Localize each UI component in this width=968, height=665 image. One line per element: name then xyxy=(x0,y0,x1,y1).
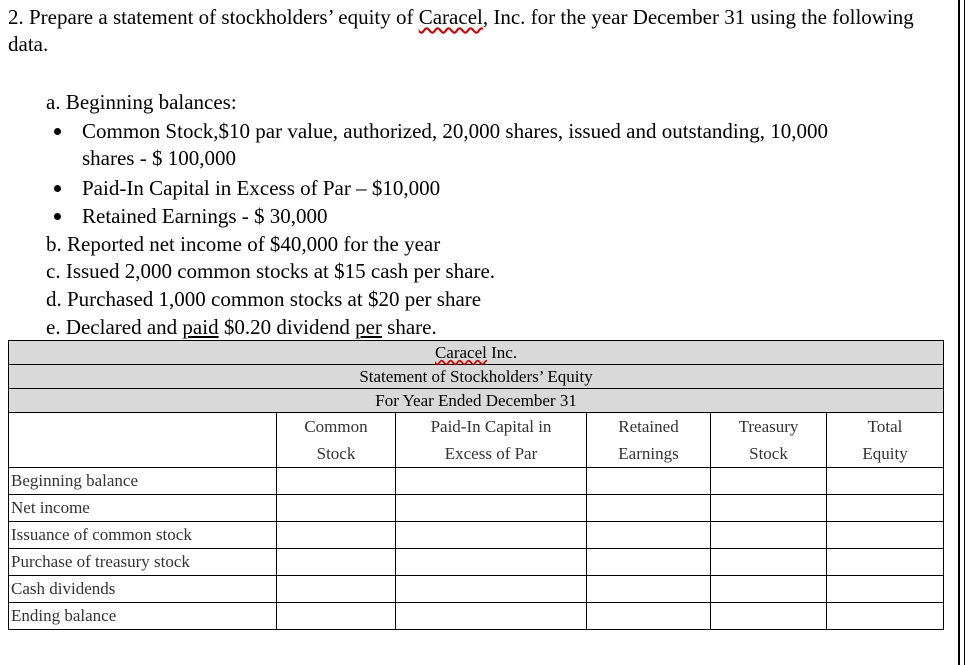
company-suffix: Inc. xyxy=(486,342,518,362)
item-e-underlined: paid xyxy=(182,315,219,339)
table-cell[interactable] xyxy=(587,549,711,576)
table-row xyxy=(9,468,944,495)
company-name-cell xyxy=(9,341,944,365)
column-header xyxy=(396,413,587,468)
column-header-line: Common xyxy=(304,417,368,436)
table-row xyxy=(9,495,944,522)
bullet-text: Common Stock,$10 par value, authorized, 20,000 shares, issued and outstanding, 10,000 xyxy=(82,119,828,143)
table-cell[interactable] xyxy=(277,576,396,603)
column-header xyxy=(277,413,396,468)
column-header xyxy=(711,413,827,468)
bullet-text: Paid-In Capital in Excess of Par – $10,000 xyxy=(82,176,441,200)
bullet-continuation: shares - $ 100,000 xyxy=(82,146,236,170)
table-header-period xyxy=(9,389,944,413)
row-label: Beginning balance xyxy=(9,468,277,495)
table-header-company xyxy=(9,341,944,365)
row-label: Cash dividends xyxy=(9,576,277,603)
item-b: b. Reported net income of $40,000 for the year xyxy=(46,232,441,256)
table-cell[interactable] xyxy=(587,468,711,495)
table-cell[interactable] xyxy=(277,603,396,630)
table-cell[interactable] xyxy=(711,468,827,495)
table-cell[interactable] xyxy=(587,576,711,603)
item-e xyxy=(46,314,437,341)
table-cell[interactable] xyxy=(587,495,711,522)
page-edge-line xyxy=(958,0,960,665)
row-label: Issuance of common stock xyxy=(9,522,277,549)
column-header xyxy=(827,413,944,468)
item-c: c. Issued 2,000 common stocks at $15 cash per share. xyxy=(46,259,496,283)
item-e-part: $0.20 dividend xyxy=(218,315,356,339)
item-a-label: a. Beginning balances: xyxy=(46,90,237,114)
table-cell[interactable] xyxy=(277,495,396,522)
question-company-word: Caracel xyxy=(418,5,483,29)
table-cell[interactable] xyxy=(827,603,944,630)
table-cell[interactable] xyxy=(711,495,827,522)
column-header-line: Earnings xyxy=(618,444,679,463)
table-cell[interactable] xyxy=(396,468,587,495)
table-cell[interactable] xyxy=(711,603,827,630)
bullet-dot xyxy=(54,213,61,220)
table-row xyxy=(9,522,944,549)
column-header-line: Treasury xyxy=(738,417,799,436)
table-cell[interactable] xyxy=(277,468,396,495)
table-cell[interactable] xyxy=(277,549,396,576)
table-header-title xyxy=(9,365,944,389)
table-cell[interactable] xyxy=(396,495,587,522)
row-label: Purchase of treasury stock xyxy=(9,549,277,576)
column-header-line: Retained xyxy=(618,417,679,436)
table-cell[interactable] xyxy=(827,468,944,495)
table-cell[interactable] xyxy=(827,576,944,603)
column-header-line: Paid-In Capital in xyxy=(430,417,552,436)
column-header-line: Excess of Par xyxy=(444,444,538,463)
bullet-text: Retained Earnings - $ 30,000 xyxy=(82,204,328,228)
item-e-part: e. Declared and xyxy=(46,315,183,339)
question-text xyxy=(8,4,948,58)
statement-period: For Year Ended December 31 xyxy=(9,389,944,413)
row-label: Ending balance xyxy=(9,603,277,630)
bullet-dot xyxy=(54,185,61,192)
page-edge-line-thin xyxy=(964,0,965,665)
column-header-line: Stock xyxy=(749,444,788,463)
equity-statement-table xyxy=(8,340,944,630)
row-label: Net income xyxy=(9,495,277,522)
table-cell[interactable] xyxy=(396,522,587,549)
column-header-line: Stock xyxy=(316,444,356,463)
column-header-line: Equity xyxy=(862,444,908,463)
statement-title: Statement of Stockholders’ Equity xyxy=(9,365,944,389)
table-row xyxy=(9,549,944,576)
table-cell[interactable] xyxy=(711,576,827,603)
column-header xyxy=(587,413,711,468)
table-row xyxy=(9,603,944,630)
table-cell[interactable] xyxy=(587,603,711,630)
question-prefix: 2. Prepare a statement of stockholders’ equity of xyxy=(8,5,419,29)
bullet-dot xyxy=(54,128,61,135)
table-cell[interactable] xyxy=(827,549,944,576)
table-cell[interactable] xyxy=(396,576,587,603)
table-cell[interactable] xyxy=(396,549,587,576)
table-cell[interactable] xyxy=(711,522,827,549)
item-e-part: share. xyxy=(381,315,437,339)
table-row xyxy=(9,576,944,603)
blank-header-cell xyxy=(9,413,277,468)
table-cell[interactable] xyxy=(587,522,711,549)
table-cell[interactable] xyxy=(827,495,944,522)
column-header-line: Total xyxy=(867,417,903,436)
item-e-underlined: per xyxy=(355,315,382,339)
table-cell[interactable] xyxy=(277,522,396,549)
table-cell[interactable] xyxy=(711,549,827,576)
table-cell[interactable] xyxy=(827,522,944,549)
question-suffix: , Inc. for the year December 31 using the following data. xyxy=(8,5,914,56)
item-d: d. Purchased 1,000 common stocks at $20 per share xyxy=(46,287,482,311)
table-cell[interactable] xyxy=(396,603,587,630)
company-word: Caracel xyxy=(434,342,487,362)
column-header-row xyxy=(9,413,944,468)
